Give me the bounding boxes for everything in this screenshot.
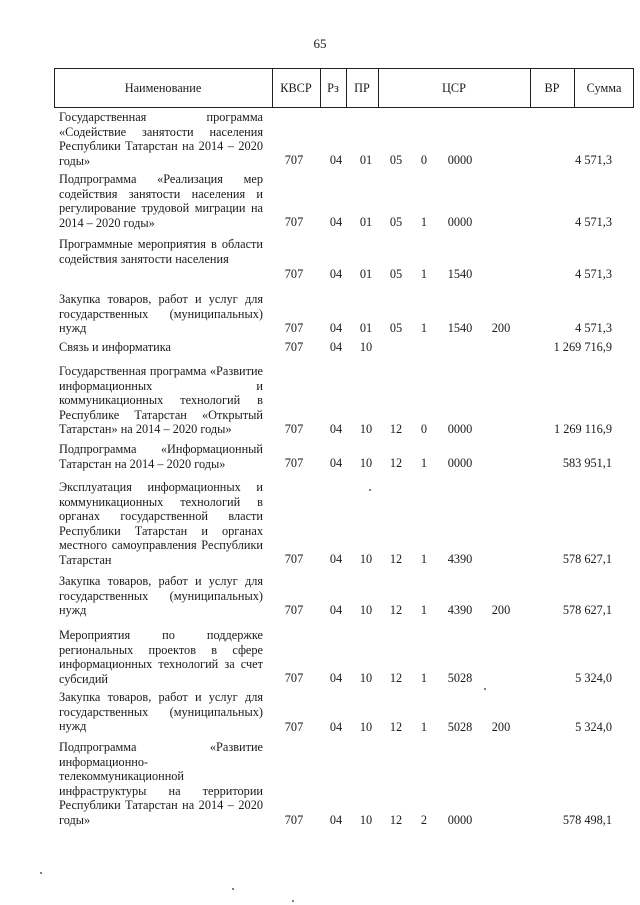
rz-cell: 04 [329, 813, 343, 827]
row-name: Программные мероприятия в области содействия занятости населения [59, 237, 263, 266]
csr-program-cell: 05 [389, 321, 403, 335]
kvsr-cell: 707 [284, 671, 304, 685]
pr-cell: 10 [359, 720, 373, 734]
sum-cell: 1 269 716,9 [553, 340, 612, 354]
pr-cell: 10 [359, 456, 373, 470]
csr-program-cell: 05 [389, 215, 403, 229]
csr-program-cell: 12 [389, 552, 403, 566]
sum-cell: 5 324,0 [575, 720, 612, 734]
kvsr-cell: 707 [284, 456, 304, 470]
csr-direction-cell: 1540 [447, 321, 473, 335]
csr-subprogram-cell: 1 [420, 552, 428, 566]
table-header [54, 68, 634, 108]
rz-cell: 04 [329, 456, 343, 470]
csr-subprogram-cell: 1 [420, 671, 428, 685]
sum-cell: 4 571,3 [575, 153, 612, 167]
sum-cell: 1 269 116,9 [554, 422, 612, 436]
row-name: Подпрограмма «Реализация мер содействия занятости населения и регулирование трудовой миграции на 2014 – 2020 годы» [59, 172, 263, 230]
csr-direction-cell: 5028 [447, 671, 473, 685]
row-name: Закупка товаров, работ и услуг для государственных (муниципальных) нужд [59, 292, 263, 336]
sum-cell: 4 571,3 [575, 267, 612, 281]
header-name: Наименование [124, 80, 202, 95]
csr-program-cell: 12 [389, 813, 403, 827]
vr-cell: 200 [491, 321, 511, 335]
scan-speck [292, 900, 294, 902]
sum-cell: 4 571,3 [575, 215, 612, 229]
sum-cell: 578 627,1 [562, 552, 612, 566]
pr-cell: 01 [359, 267, 373, 281]
pr-cell: 10 [359, 671, 373, 685]
csr-program-cell: 05 [389, 153, 403, 167]
scan-speck [232, 888, 234, 890]
rz-cell: 04 [329, 603, 343, 617]
pr-cell: 01 [359, 321, 373, 335]
rz-cell: 04 [329, 153, 343, 167]
header-kvsr: КВСР [280, 80, 312, 95]
row-name: Государственная программа «Развитие информационных и коммуникационных технологий в Республике Татарстан «Открытый Татарстан» на 2014 – 2020 годы» [59, 364, 263, 437]
sum-cell: 583 951,1 [562, 456, 612, 470]
row-name: Закупка товаров, работ и услуг для государственных (муниципальных) нужд [59, 574, 263, 618]
sum-cell: 578 498,1 [562, 813, 612, 827]
rz-cell: 04 [329, 422, 343, 436]
kvsr-cell: 707 [284, 720, 304, 734]
kvsr-cell: 707 [284, 267, 304, 281]
row-name: Подпрограмма «Информационный Татарстан на 2014 – 2020 годы» [59, 442, 263, 471]
csr-direction-cell: 0000 [447, 153, 473, 167]
header-pr: ПР [354, 80, 370, 95]
row-name: Мероприятия по поддержке региональных проектов в сфере информационных технологий за счет субсидий [59, 628, 263, 686]
header-csr: ЦСР [442, 80, 466, 95]
kvsr-cell: 707 [284, 215, 304, 229]
kvsr-cell: 707 [284, 422, 304, 436]
row-name: Закупка товаров, работ и услуг для государственных (муниципальных) нужд [59, 690, 263, 734]
csr-direction-cell: 4390 [447, 603, 473, 617]
kvsr-cell: 707 [284, 340, 304, 354]
rz-cell: 04 [329, 321, 343, 335]
scan-speck [40, 872, 42, 874]
kvsr-cell: 707 [284, 603, 304, 617]
pr-cell: 10 [359, 813, 373, 827]
csr-direction-cell: 0000 [447, 422, 473, 436]
csr-direction-cell: 0000 [447, 456, 473, 470]
row-name: Эксплуатация информационных и коммуникационных технологий в органах государственной власти Республики Татарстан и органах местного самоуправления Республики Татарстан [59, 480, 263, 567]
sum-cell: 5 324,0 [575, 671, 612, 685]
rz-cell: 04 [329, 720, 343, 734]
csr-program-cell: 12 [389, 671, 403, 685]
rz-cell: 04 [329, 267, 343, 281]
kvsr-cell: 707 [284, 153, 304, 167]
scan-speck [369, 489, 371, 491]
csr-subprogram-cell: 2 [420, 813, 428, 827]
csr-program-cell: 12 [389, 603, 403, 617]
csr-subprogram-cell: 1 [420, 720, 428, 734]
pr-cell: 10 [359, 340, 373, 354]
csr-subprogram-cell: 1 [420, 321, 428, 335]
csr-subprogram-cell: 1 [420, 603, 428, 617]
csr-direction-cell: 0000 [447, 813, 473, 827]
rz-cell: 04 [329, 671, 343, 685]
csr-subprogram-cell: 1 [420, 215, 428, 229]
header-rz: Рз [327, 80, 339, 95]
row-name: Связь и информатика [59, 340, 171, 354]
scan-speck [484, 688, 486, 690]
csr-program-cell: 05 [389, 267, 403, 281]
sum-cell: 4 571,3 [575, 321, 612, 335]
rz-cell: 04 [329, 340, 343, 354]
csr-program-cell: 12 [389, 456, 403, 470]
csr-subprogram-cell: 0 [420, 153, 428, 167]
header-divider [633, 69, 634, 107]
pr-cell: 10 [359, 422, 373, 436]
page-number: 65 [313, 36, 327, 51]
pr-cell: 01 [359, 215, 373, 229]
csr-program-cell: 12 [389, 422, 403, 436]
header-vr: ВР [544, 80, 560, 95]
header-sum: Сумма [586, 80, 622, 95]
pr-cell: 10 [359, 552, 373, 566]
kvsr-cell: 707 [284, 552, 304, 566]
csr-direction-cell: 4390 [447, 552, 473, 566]
row-name: Подпрограмма «Развитие информационно-телекоммуникационной инфраструктуры на территории Республики Татарстан на 2014 – 2020 годы» [59, 740, 263, 827]
csr-direction-cell: 1540 [447, 267, 473, 281]
vr-cell: 200 [491, 720, 511, 734]
kvsr-cell: 707 [284, 813, 304, 827]
pr-cell: 01 [359, 153, 373, 167]
vr-cell: 200 [491, 603, 511, 617]
csr-subprogram-cell: 0 [420, 422, 428, 436]
csr-direction-cell: 0000 [447, 215, 473, 229]
row-name: Государственная программа «Содействие занятости населения Республики Татарстан на 2014 – 2020 годы» [59, 110, 263, 168]
rz-cell: 04 [329, 552, 343, 566]
rz-cell: 04 [329, 215, 343, 229]
csr-program-cell: 12 [389, 720, 403, 734]
pr-cell: 10 [359, 603, 373, 617]
sum-cell: 578 627,1 [562, 603, 612, 617]
csr-subprogram-cell: 1 [420, 267, 428, 281]
csr-subprogram-cell: 1 [420, 456, 428, 470]
kvsr-cell: 707 [284, 321, 304, 335]
csr-direction-cell: 5028 [447, 720, 473, 734]
